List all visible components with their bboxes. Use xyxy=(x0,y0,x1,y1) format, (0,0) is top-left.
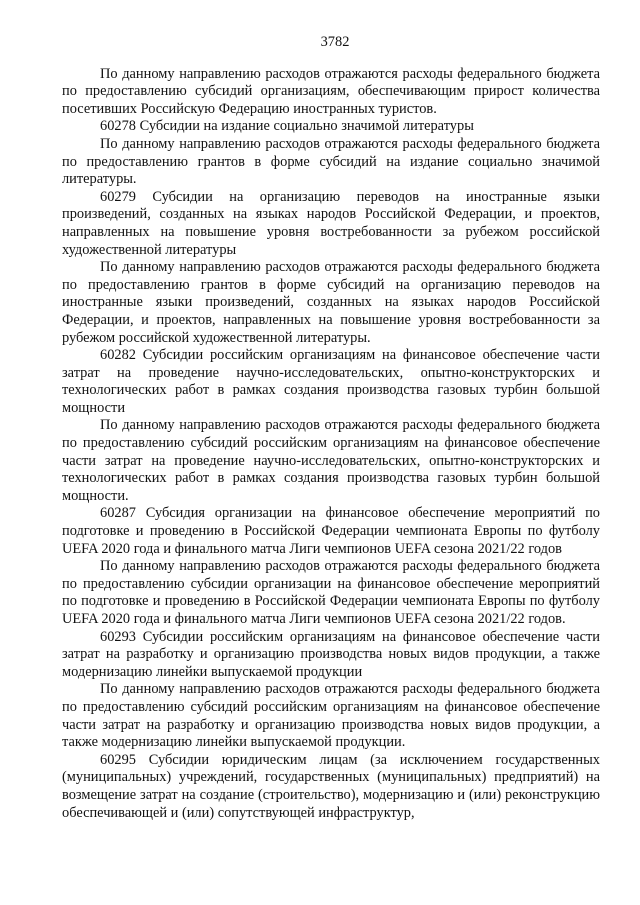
paragraph-tourists-description: По данному направлению расходов отражаются расходы федерального бюджета по предоставлению субсидий организациям, обеспечивающим прирост количества посетивших Российскую Федерацию иностранных туристов. xyxy=(62,65,600,117)
paragraph-60279-description: По данному направлению расходов отражаются расходы федерального бюджета по предоставлению грантов в форме субсидий на организацию переводов на иностранные языки произведений, созданных на языках народов Российской Федерации, и проектов, направленных на повышение уровня востребованности за рубежом российской художественной литературы. xyxy=(62,259,600,346)
heading-60287: 60287 Субсидия организации на финансовое обеспечение мероприятий по подготовке и проведению в Российской Федерации чемпионата Европы по футболу UEFA 2020 года и финального матча Лиги чемпионов UEFA сезона 2021/22 годов xyxy=(62,505,600,557)
heading-60293: 60293 Субсидии российским организациям на финансовое обеспечение части затрат на разработку и организацию производства новых видов продукции, а также модернизацию линейки выпускаемой продукции xyxy=(62,628,600,680)
heading-60279: 60279 Субсидии на организацию переводов на иностранные языки произведений, созданных на языках народов Российской Федерации, и проектов, направленных на повышение уровня востребованности за рубежом российской художественной литературы xyxy=(62,188,600,258)
paragraph-60287-description: По данному направлению расходов отражаются расходы федерального бюджета по предоставлению субсидии организации на финансовое обеспечение мероприятий по подготовке и проведению в Российской Федерации чемпионата Европы по футболу UEFA 2020 года и финального матча Лиги чемпионов UEFA сезона 2021/22 годов. xyxy=(62,558,600,627)
paragraph-60282-description: По данному направлению расходов отражаются расходы федерального бюджета по предоставлению субсидий российским организациям на финансовое обеспечение части затрат на проведение научно-исследовательских, опытно-конструкторских и технологических работ в рамках создания производства газовых турбин большой мощности. xyxy=(62,417,600,504)
paragraph-60278-description: По данному направлению расходов отражаются расходы федерального бюджета по предоставлению грантов в форме субсидий на издание социально значимой литературы. xyxy=(62,135,600,188)
page-number: 3782 xyxy=(320,34,350,50)
heading-60295: 60295 Субсидии юридическим лицам (за исключением государственных (муниципальных) учреждений, государственных (муниципальных) предприятий) на возмещение затрат на создание (строительство), модернизацию и (или) реконструкцию обеспечивающей и (или) сопутствующей инфраструктур, xyxy=(62,751,600,821)
heading-60278: 60278 Субсидии на издание социально значимой литературы xyxy=(100,118,474,135)
paragraph-60293-description: По данному направлению расходов отражаются расходы федерального бюджета по предоставлению субсидий российским организациям на финансовое обеспечение части затрат на разработку и организацию производства новых видов продукции, а также модернизацию линейки выпускаемой продукции. xyxy=(62,681,600,751)
heading-60282: 60282 Субсидии российским организациям на финансовое обеспечение части затрат на проведение научно-исследовательских, опытно-конструкторских и технологических работ в рамках создания производства газовых турбин большой мощности xyxy=(62,347,600,416)
document-page xyxy=(62,34,600,822)
